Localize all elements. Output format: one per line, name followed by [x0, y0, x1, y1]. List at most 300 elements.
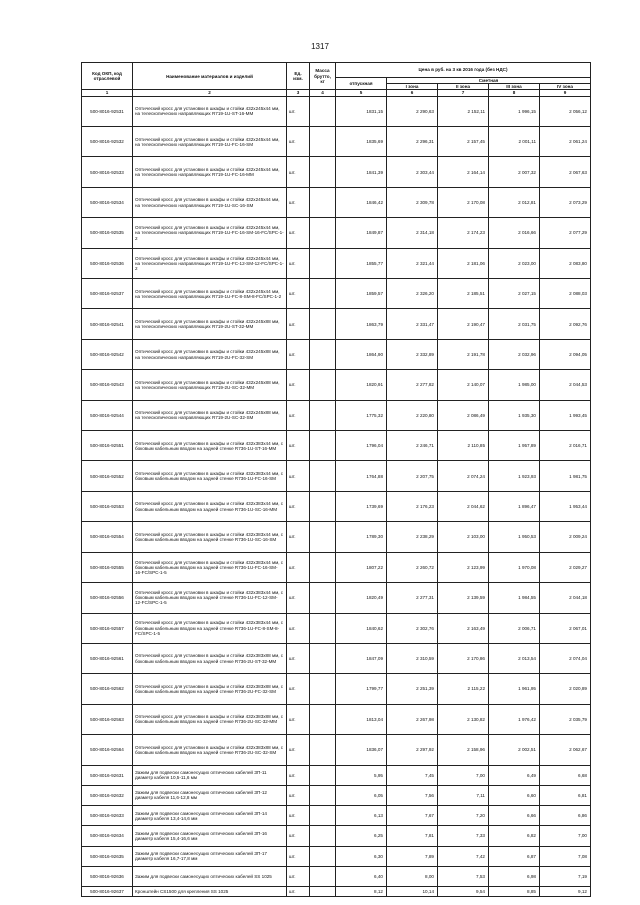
price-zone-3: 6,60 — [489, 785, 540, 805]
price-zone-1: 2 321,44 — [387, 248, 438, 278]
item-code: 500-8016-92544 — [82, 400, 133, 430]
item-name: Оптический кросс для установки в шкафы и стойки 432х383х88 мм, с боковым кабельным вводом на задней стенке R736-2U-FC-32-SM — [133, 674, 287, 704]
price-zone-2: 7,42 — [438, 846, 489, 866]
table-row — [82, 370, 591, 400]
item-mass — [310, 522, 336, 552]
item-name: Оптический кросс для установки в шкафы и стойки 432х245х44 мм, на телескопических направляющих R719-1U-FC-16-SM — [133, 127, 287, 157]
price-zone-1: 2 326,20 — [387, 279, 438, 309]
price-release: 6,30 — [336, 846, 387, 866]
price-zone-4: 2 083,80 — [540, 248, 591, 278]
price-zone-2: 2 140,07 — [438, 370, 489, 400]
price-release: 1846,42 — [336, 187, 387, 217]
price-zone-2: 2 103,00 — [438, 522, 489, 552]
price-zone-1: 7,45 — [387, 765, 438, 785]
item-name: Оптический кросс для установки в шкафы и стойки 432х383х44 мм, с боковым кабельным вводом на задней стенке R736-1U-ST-16-MM — [133, 431, 287, 461]
price-zone-3: 6,49 — [489, 765, 540, 785]
item-mass — [310, 279, 336, 309]
price-zone-3: 1 985,00 — [489, 370, 540, 400]
item-code: 500-8016-92543 — [82, 370, 133, 400]
price-release: 1864,90 — [336, 339, 387, 369]
table-row — [82, 583, 591, 613]
item-name: Зажим для подвески самонесущих оптических кабелей SS 1025 — [133, 866, 287, 886]
table-row — [82, 643, 591, 673]
item-name: Оптический кросс для установки в шкафы и стойки 432х383х44 мм, с боковым кабельным вводом на задней стенке R736-1U-FC-12-SM-12-FC/SPC-1-5 — [133, 583, 287, 613]
item-mass — [310, 552, 336, 582]
item-unit: шт. — [287, 806, 310, 826]
item-mass — [310, 887, 336, 897]
table-row — [82, 400, 591, 430]
item-code: 500-8016-92536 — [82, 248, 133, 278]
item-code: 500-8016-92637 — [82, 887, 133, 897]
price-zone-2: 2 170,86 — [438, 643, 489, 673]
price-zone-2: 7,53 — [438, 866, 489, 886]
price-zone-2: 2 086,49 — [438, 400, 489, 430]
item-name: Оптический кросс для установки в шкафы и стойки 432х245х44 мм, на телескопических направляющих R719-1U-FC-8-SM-8-FC/SPC-1-2 — [133, 279, 287, 309]
price-zone-3: 6,98 — [489, 866, 540, 886]
price-release: 5,95 — [336, 765, 387, 785]
item-unit: шт. — [287, 704, 310, 734]
item-unit: шт. — [287, 370, 310, 400]
price-zone-2: 2 074,24 — [438, 461, 489, 491]
item-unit: шт. — [287, 887, 310, 897]
price-zone-1: 2 260,72 — [387, 552, 438, 582]
item-code: 500-8016-92531 — [82, 96, 133, 126]
table-row — [82, 127, 591, 157]
price-zone-4: 7,19 — [540, 866, 591, 886]
item-name: Зажим для подвески самонесущих оптических кабелей ЗП-12 диаметр кабеля 11,6-12,8 мм — [133, 785, 287, 805]
header-release: отпускная — [336, 78, 387, 90]
header-zone-4: IV зона — [540, 84, 591, 90]
item-code: 500-8016-92557 — [82, 613, 133, 643]
table-row — [82, 431, 591, 461]
item-unit: шт. — [287, 431, 310, 461]
price-table — [81, 62, 591, 897]
item-mass — [310, 735, 336, 765]
item-name: Оптический кросс для установки в шкафы и стойки 432х383х44 мм, с боковым кабельным вводом на задней стенке R736-1U-FC-16-SM-16-FC/SPC-1-5 — [133, 552, 287, 582]
item-mass — [310, 461, 336, 491]
item-mass — [310, 704, 336, 734]
item-code: 500-8016-92561 — [82, 643, 133, 673]
price-zone-2: 7,33 — [438, 826, 489, 846]
price-release: 1849,87 — [336, 218, 387, 248]
price-zone-1: 7,56 — [387, 785, 438, 805]
price-zone-1: 7,67 — [387, 806, 438, 826]
item-name: Оптический кросс для установки в шкафы и стойки 432х383х88 мм, с боковым кабельным вводом на задней стенке R736-2U-SC-32-MM — [133, 704, 287, 734]
price-zone-1: 2 331,47 — [387, 309, 438, 339]
item-unit: шт. — [287, 866, 310, 886]
item-mass — [310, 674, 336, 704]
table-row — [82, 96, 591, 126]
column-number: 6 — [387, 90, 438, 96]
item-name: Оптический кросс для установки в шкафы и стойки 432х245х44 мм, на телескопических направляющих R719-1U-FC-12-SM-12-FC/SPC-1-2 — [133, 248, 287, 278]
price-zone-3: 2 006,71 — [489, 613, 540, 643]
price-zone-1: 2 267,98 — [387, 704, 438, 734]
item-unit: шт. — [287, 309, 310, 339]
price-release: 1855,77 — [336, 248, 387, 278]
price-zone-4: 6,68 — [540, 765, 591, 785]
item-code: 500-8016-92632 — [82, 785, 133, 805]
item-name: Оптический кросс для установки в шкафы и стойки 432х245х44 мм, на телескопических направляющих R719-1U-FC-16-MM — [133, 157, 287, 187]
price-zone-3: 2 001,11 — [489, 127, 540, 157]
item-name: Зажим для подвески самонесущих оптических кабелей ЗП-16 диаметр кабеля 15,4-16,6 мм — [133, 826, 287, 846]
price-release: 1796,04 — [336, 431, 387, 461]
item-mass — [310, 218, 336, 248]
item-code: 500-8016-92551 — [82, 431, 133, 461]
item-unit: шт. — [287, 339, 310, 369]
item-name: Кронштейн CS1500 для крепления SS 1025 — [133, 887, 287, 897]
item-code: 500-8016-92562 — [82, 674, 133, 704]
price-zone-3: 2 007,32 — [489, 157, 540, 187]
price-release: 6,13 — [336, 806, 387, 826]
item-unit: шт. — [287, 157, 310, 187]
table-row — [82, 785, 591, 805]
price-zone-1: 8,00 — [387, 866, 438, 886]
item-code: 500-8016-92633 — [82, 806, 133, 826]
item-unit: шт. — [287, 218, 310, 248]
column-number: 4 — [310, 90, 336, 96]
item-code: 500-8016-92563 — [82, 704, 133, 734]
header-zone-3: III зона — [489, 84, 540, 90]
price-zone-3: 1 996,15 — [489, 96, 540, 126]
price-zone-3: 1 923,93 — [489, 461, 540, 491]
item-code: 500-8016-92535 — [82, 218, 133, 248]
item-mass — [310, 309, 336, 339]
item-unit: шт. — [287, 826, 310, 846]
price-zone-3: 2 002,51 — [489, 735, 540, 765]
price-zone-4: 2 029,27 — [540, 552, 591, 582]
price-zone-3: 1 976,42 — [489, 704, 540, 734]
item-code: 500-8016-92636 — [82, 866, 133, 886]
price-zone-4: 2 061,24 — [540, 127, 591, 157]
price-release: 1764,88 — [336, 461, 387, 491]
price-zone-4: 2 088,03 — [540, 279, 591, 309]
price-zone-4: 1 993,45 — [540, 400, 591, 430]
price-zone-2: 7,20 — [438, 806, 489, 826]
price-release: 1807,22 — [336, 552, 387, 582]
price-zone-4: 1 953,44 — [540, 491, 591, 521]
price-zone-1: 2 207,75 — [387, 461, 438, 491]
item-name: Оптический кросс для установки в шкафы и стойки 432х245х88 мм, на телескопических направляющих R719-2U-ST-32-MM — [133, 309, 287, 339]
price-zone-1: 2 246,71 — [387, 431, 438, 461]
item-unit: шт. — [287, 765, 310, 785]
price-zone-4: 2 077,29 — [540, 218, 591, 248]
item-mass — [310, 400, 336, 430]
price-release: 1820,49 — [336, 583, 387, 613]
item-code: 500-8016-92541 — [82, 309, 133, 339]
price-zone-1: 2 332,89 — [387, 339, 438, 369]
table-row — [82, 522, 591, 552]
price-zone-3: 2 016,66 — [489, 218, 540, 248]
item-name: Оптический кросс для установки в шкафы и стойки 432х245х44 мм, на телескопических направляющих R719-1U-FC-16-SM-16-FC/SPC-1-2 — [133, 218, 287, 248]
price-release: 1836,07 — [336, 735, 387, 765]
price-release: 1789,30 — [336, 522, 387, 552]
price-zone-4: 2 067,63 — [540, 157, 591, 187]
table-row — [82, 279, 591, 309]
price-zone-3: 6,66 — [489, 806, 540, 826]
item-code: 500-8016-92537 — [82, 279, 133, 309]
price-zone-3: 1 935,30 — [489, 400, 540, 430]
price-zone-3: 2 027,15 — [489, 279, 540, 309]
column-number: 2 — [133, 90, 287, 96]
price-zone-1: 2 238,29 — [387, 522, 438, 552]
item-name: Оптический кросс для установки в шкафы и стойки 432х245х44 мм, на телескопических направляющих R719-1U-SC-16-SM — [133, 187, 287, 217]
price-release: 1847,09 — [336, 643, 387, 673]
item-unit: шт. — [287, 643, 310, 673]
table-row — [82, 613, 591, 643]
item-unit: шт. — [287, 522, 310, 552]
price-zone-2: 2 157,45 — [438, 127, 489, 157]
item-unit: шт. — [287, 552, 310, 582]
price-zone-1: 7,81 — [387, 826, 438, 846]
price-zone-3: 1 957,89 — [489, 431, 540, 461]
price-zone-4: 2 094,05 — [540, 339, 591, 369]
header-mass: Масса брутто, кг — [310, 63, 336, 90]
table-row — [82, 806, 591, 826]
price-zone-1: 2 176,23 — [387, 491, 438, 521]
page-number: 1317 — [311, 42, 329, 51]
item-unit: шт. — [287, 846, 310, 866]
price-zone-4: 9,12 — [540, 887, 591, 897]
item-name: Оптический кросс для установки в шкафы и стойки 432х383х44 мм, с боковым кабельным вводом на задней стенке R736-1U-FC-8-SM-8-FC/SPC-1-5 — [133, 613, 287, 643]
item-mass — [310, 826, 336, 846]
item-code: 500-8016-92533 — [82, 157, 133, 187]
price-zone-2: 7,00 — [438, 765, 489, 785]
table-body — [82, 96, 591, 897]
price-zone-3: 2 023,00 — [489, 248, 540, 278]
item-unit: шт. — [287, 96, 310, 126]
table-row — [82, 309, 591, 339]
header-unit: Ед. изм. — [287, 63, 310, 90]
price-release: 6,40 — [336, 866, 387, 886]
price-zone-2: 2 174,23 — [438, 218, 489, 248]
price-release: 1841,39 — [336, 157, 387, 187]
price-zone-4: 2 056,12 — [540, 96, 591, 126]
price-zone-1: 2 303,44 — [387, 157, 438, 187]
table-row — [82, 461, 591, 491]
price-zone-3: 2 012,81 — [489, 187, 540, 217]
price-zone-1: 2 220,80 — [387, 400, 438, 430]
price-zone-4: 6,86 — [540, 806, 591, 826]
price-release: 1739,69 — [336, 491, 387, 521]
item-mass — [310, 431, 336, 461]
price-zone-2: 2 110,85 — [438, 431, 489, 461]
price-zone-3: 8,85 — [489, 887, 540, 897]
price-zone-4: 2 016,71 — [540, 431, 591, 461]
item-mass — [310, 96, 336, 126]
price-zone-4: 6,81 — [540, 785, 591, 805]
item-code: 500-8016-92631 — [82, 765, 133, 785]
item-code: 500-8016-92554 — [82, 522, 133, 552]
price-zone-2: 2 190,47 — [438, 309, 489, 339]
price-zone-1: 2 290,63 — [387, 96, 438, 126]
item-unit: шт. — [287, 127, 310, 157]
price-zone-2: 2 164,14 — [438, 157, 489, 187]
item-name: Зажим для подвески самонесущих оптических кабелей ЗП-14 диаметр кабеля 13,4-14,6 мм — [133, 806, 287, 826]
column-number: 9 — [540, 90, 591, 96]
table-row — [82, 339, 591, 369]
price-release: 1813,04 — [336, 704, 387, 734]
item-name: Оптический кросс для установки в шкафы и стойки 432х383х88 мм, с боковым кабельным вводом на задней стенке R736-2U-ST-32-MM — [133, 643, 287, 673]
item-unit: шт. — [287, 613, 310, 643]
price-zone-1: 10,14 — [387, 887, 438, 897]
item-mass — [310, 785, 336, 805]
item-unit: шт. — [287, 279, 310, 309]
item-unit: шт. — [287, 735, 310, 765]
price-release: 1820,91 — [336, 370, 387, 400]
price-zone-2: 2 158,96 — [438, 735, 489, 765]
table-row — [82, 248, 591, 278]
price-zone-1: 7,89 — [387, 846, 438, 866]
price-zone-3: 1 896,47 — [489, 491, 540, 521]
price-release: 8,12 — [336, 887, 387, 897]
table-row — [82, 846, 591, 866]
item-name: Оптический кросс для установки в шкафы и стойки 432х383х44 мм, с боковым кабельным вводом на задней стенке R736-1U-SC-16-MM — [133, 491, 287, 521]
price-zone-4: 2 092,76 — [540, 309, 591, 339]
price-zone-2: 2 152,11 — [438, 96, 489, 126]
header-name: Наименование материалов и изделий — [133, 63, 287, 90]
price-release: 1840,62 — [336, 613, 387, 643]
item-unit: шт. — [287, 785, 310, 805]
price-zone-1: 2 314,18 — [387, 218, 438, 248]
price-release: 6,05 — [336, 785, 387, 805]
table-row — [82, 218, 591, 248]
item-unit: шт. — [287, 674, 310, 704]
price-zone-1: 2 310,59 — [387, 643, 438, 673]
item-mass — [310, 866, 336, 886]
item-unit: шт. — [287, 461, 310, 491]
item-code: 500-8016-92564 — [82, 735, 133, 765]
price-zone-1: 2 277,31 — [387, 583, 438, 613]
price-release: 6,25 — [336, 826, 387, 846]
price-zone-3: 6,82 — [489, 826, 540, 846]
price-zone-4: 2 044,18 — [540, 583, 591, 613]
item-mass — [310, 339, 336, 369]
price-zone-2: 9,54 — [438, 887, 489, 897]
price-zone-3: 1 961,95 — [489, 674, 540, 704]
price-release: 1831,15 — [336, 96, 387, 126]
item-code: 500-8016-92555 — [82, 552, 133, 582]
price-zone-2: 2 123,99 — [438, 552, 489, 582]
price-zone-3: 6,87 — [489, 846, 540, 866]
price-zone-4: 2 062,67 — [540, 735, 591, 765]
price-zone-4: 7,00 — [540, 826, 591, 846]
price-zone-2: 2 181,06 — [438, 248, 489, 278]
table-row — [82, 157, 591, 187]
item-mass — [310, 127, 336, 157]
table-row — [82, 187, 591, 217]
item-name: Оптический кросс для установки в шкафы и стойки 432х245х88 мм, на телескопических направляющих R719-2U-FC-32-SM — [133, 339, 287, 369]
price-release: 1835,69 — [336, 127, 387, 157]
item-mass — [310, 370, 336, 400]
price-release: 1863,79 — [336, 309, 387, 339]
table-row — [82, 491, 591, 521]
column-number: 8 — [489, 90, 540, 96]
table-row — [82, 674, 591, 704]
price-zone-4: 2 044,53 — [540, 370, 591, 400]
price-zone-1: 2 251,39 — [387, 674, 438, 704]
price-zone-2: 2 163,49 — [438, 613, 489, 643]
price-zone-2: 2 115,22 — [438, 674, 489, 704]
price-zone-4: 7,08 — [540, 846, 591, 866]
price-zone-2: 2 191,78 — [438, 339, 489, 369]
item-mass — [310, 187, 336, 217]
price-zone-1: 2 309,78 — [387, 187, 438, 217]
price-zone-2: 2 185,51 — [438, 279, 489, 309]
item-code: 500-8016-92532 — [82, 127, 133, 157]
item-code: 500-8016-92634 — [82, 826, 133, 846]
item-mass — [310, 806, 336, 826]
column-number: 7 — [438, 90, 489, 96]
item-code: 500-8016-92635 — [82, 846, 133, 866]
price-zone-4: 1 981,75 — [540, 461, 591, 491]
header-price: Цена в руб. на 3 кв 2016 года (без НДС) — [336, 63, 591, 78]
price-zone-2: 2 044,62 — [438, 491, 489, 521]
header-code: Код ОКП, код отраслевой — [82, 63, 133, 90]
table-row — [82, 887, 591, 897]
item-name: Оптический кросс для установки в шкафы и стойки 432х383х44 мм, с боковым кабельным вводом на задней стенке R736-1U-SC-16-SM — [133, 522, 287, 552]
item-code: 500-8016-92552 — [82, 461, 133, 491]
price-zone-2: 2 170,08 — [438, 187, 489, 217]
price-release: 1859,57 — [336, 279, 387, 309]
item-mass — [310, 583, 336, 613]
item-name: Оптический кросс для установки в шкафы и стойки 432х245х88 мм, на телескопических направляющих R719-2U-SC-32-SM — [133, 400, 287, 430]
price-zone-4: 2 020,89 — [540, 674, 591, 704]
price-zone-1: 2 302,76 — [387, 613, 438, 643]
table-row — [82, 765, 591, 785]
price-zone-4: 2 035,79 — [540, 704, 591, 734]
price-release: 1799,77 — [336, 674, 387, 704]
price-zone-1: 2 297,92 — [387, 735, 438, 765]
item-name: Оптический кросс для установки в шкафы и стойки 432х245х44 мм, на телескопических направляющих R719-1U-ST-16-MM — [133, 96, 287, 126]
item-code: 500-8016-92542 — [82, 339, 133, 369]
price-zone-3: 1 950,53 — [489, 522, 540, 552]
item-name: Зажим для подвески самонесущих оптических кабелей ЗП-17 диаметр кабеля 16,7-17,8 мм — [133, 846, 287, 866]
column-number: 1 — [82, 90, 133, 96]
table-row — [82, 866, 591, 886]
price-zone-4: 2 067,01 — [540, 613, 591, 643]
price-zone-3: 1 984,55 — [489, 583, 540, 613]
item-name: Оптический кросс для установки в шкафы и стойки 432х383х88 мм, с боковым кабельным вводом на задней стенке R736-2U-SC-32-SM — [133, 735, 287, 765]
table-row — [82, 552, 591, 582]
table-row — [82, 826, 591, 846]
table-row — [82, 704, 591, 734]
table-row — [82, 735, 591, 765]
price-zone-2: 2 139,59 — [438, 583, 489, 613]
price-zone-4: 2 073,29 — [540, 187, 591, 217]
item-name: Оптический кросс для установки в шкафы и стойки 432х383х44 мм, с боковым кабельным вводом на задней стенке R736-1U-FC-16-SM — [133, 461, 287, 491]
item-mass — [310, 613, 336, 643]
item-name: Оптический кросс для установки в шкафы и стойки 432х245х88 мм, на телескопических направляющих R719-2U-SC-32-MM — [133, 370, 287, 400]
price-zone-2: 2 130,82 — [438, 704, 489, 734]
item-unit: шт. — [287, 248, 310, 278]
price-zone-3: 2 013,54 — [489, 643, 540, 673]
price-zone-4: 2 074,04 — [540, 643, 591, 673]
price-zone-3: 2 031,75 — [489, 309, 540, 339]
item-mass — [310, 765, 336, 785]
item-mass — [310, 643, 336, 673]
item-unit: шт. — [287, 400, 310, 430]
price-zone-2: 7,11 — [438, 785, 489, 805]
item-code: 500-8016-92534 — [82, 187, 133, 217]
price-zone-4: 2 009,24 — [540, 522, 591, 552]
item-code: 500-8016-92556 — [82, 583, 133, 613]
item-unit: шт. — [287, 491, 310, 521]
header-estimate: Сметная — [387, 78, 591, 84]
header-zone-2: II зона — [438, 84, 489, 90]
item-mass — [310, 157, 336, 187]
price-zone-1: 2 296,31 — [387, 127, 438, 157]
price-zone-3: 2 032,96 — [489, 339, 540, 369]
